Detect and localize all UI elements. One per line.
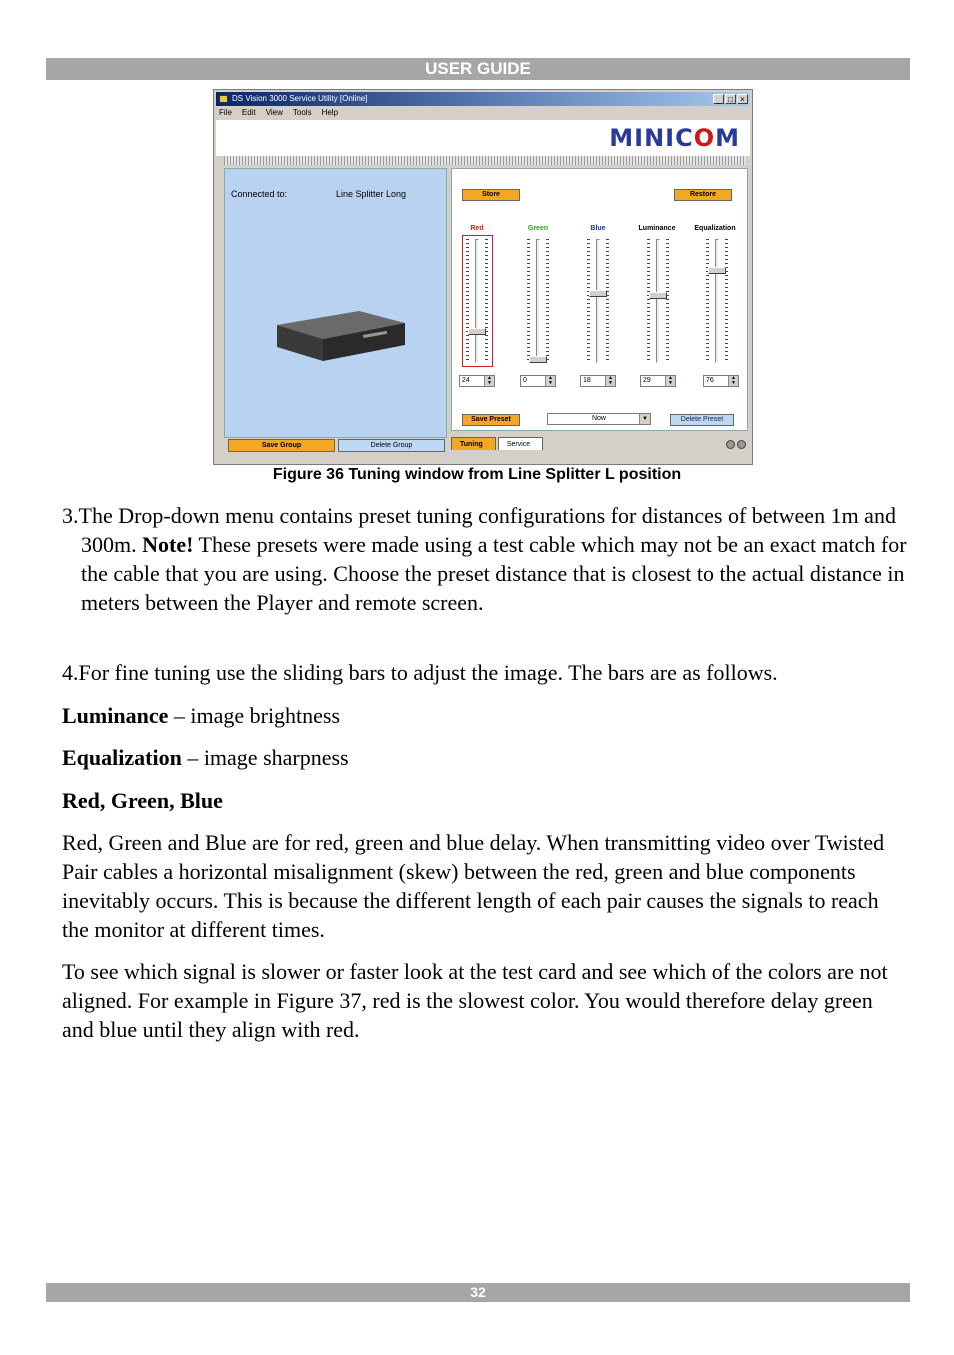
equalization-term: Equalization — [62, 745, 182, 770]
red-value-stepper[interactable]: 24 ▲ ▼ — [459, 375, 495, 387]
connected-label: Connected to: — [231, 189, 288, 199]
slider-label-blue: Blue — [590, 225, 606, 232]
group-buttons — [228, 439, 445, 452]
blue-value-stepper[interactable]: 18 ▲ ▼ — [580, 375, 616, 387]
divider-stripe — [224, 156, 746, 165]
page-number: 32 — [470, 1284, 486, 1300]
menu-bar — [216, 107, 750, 119]
green-slider-thumb[interactable] — [529, 356, 547, 363]
stepper-arrows-icon[interactable]: ▲ ▼ — [728, 376, 738, 386]
stepper-arrows-icon[interactable]: ▲ ▼ — [545, 376, 555, 386]
store-button[interactable]: Store — [462, 189, 520, 201]
close-icon[interactable]: × — [737, 94, 748, 104]
red-slider[interactable] — [462, 239, 492, 363]
connection-panel — [224, 168, 447, 438]
green-value-stepper[interactable]: 0 ▲ ▼ — [520, 375, 556, 387]
window-titlebar — [216, 92, 750, 106]
green-slider[interactable] — [523, 239, 553, 363]
menu-view[interactable]: View — [265, 108, 283, 117]
menu-edit[interactable]: Edit — [241, 108, 256, 117]
slider-label-equalization: Equalization — [694, 225, 736, 232]
rgb-heading: Red, Green, Blue — [62, 788, 223, 813]
rgb-paragraph: Red, Green and Blue are for red, green and blue delay. When transmitting video over Twisted Pair cables a horizontal misalignment (skew) between the red, green and blue components inevitably occurs. This is because the different length of each pair causes the signals to reach the monitor at different times. — [62, 830, 885, 942]
status-indicators — [726, 440, 746, 449]
footer-bar — [46, 1283, 910, 1302]
line-splitter-device-image — [267, 303, 407, 363]
luminance-definition: Luminance – image brightness — [62, 703, 341, 728]
blue-slider-thumb[interactable] — [589, 290, 607, 297]
red-slider-track — [475, 239, 479, 363]
equalization-slider-thumb[interactable] — [708, 267, 726, 274]
chevron-down-icon[interactable]: ▼ — [639, 414, 650, 424]
paragraph-step-4: 4.For fine tuning use the sliding bars to adjust the image. The bars are as follows. — [62, 660, 778, 685]
delete-preset-button[interactable]: Delete Preset — [670, 414, 734, 426]
preset-dropdown[interactable]: Now ▼ — [547, 413, 651, 425]
maximize-icon[interactable]: □ — [725, 94, 736, 104]
stepper-arrows-icon[interactable]: ▲ ▼ — [605, 376, 615, 386]
equalization-value-stepper[interactable]: 76 ▲ ▼ — [703, 375, 739, 387]
tuning-panel — [451, 168, 748, 431]
restore-button[interactable]: Restore — [674, 189, 732, 201]
header-bar — [46, 58, 910, 80]
slider-label-luminance: Luminance — [638, 225, 676, 232]
menu-help[interactable]: Help — [321, 108, 339, 117]
note-label: Note! — [142, 532, 194, 557]
tab-tuning[interactable]: Tuning — [451, 437, 496, 450]
slider-label-green: Green — [527, 225, 549, 232]
connected-value: Line Splitter Long — [336, 189, 407, 199]
logo-area — [216, 120, 750, 156]
luminance-slider-track — [656, 239, 660, 363]
logo-globe-icon: O — [693, 124, 716, 152]
red-slider-thumb[interactable] — [468, 328, 486, 335]
paragraph-step-3: 3.The Drop-down menu contains preset tuning configurations for distances of between 1m and 300m. Note! These presets were made using a test cable which may not be an exact match for the cable that you are using. Choose the preset distance that is closest to the actual distance in meters between the Player and remote screen. — [62, 503, 907, 615]
menu-tools[interactable]: Tools — [292, 108, 312, 117]
equalization-slider-track — [715, 239, 719, 363]
test-card-paragraph: To see which signal is slower or faster look at the test card and see which of the colors are not aligned. For example in Figure 37, red is the slowest color. You would therefore delay green and blue until they align with red. — [62, 959, 888, 1042]
status-dot-icon — [726, 440, 735, 449]
header-title: USER GUIDE — [425, 59, 531, 78]
blue-slider-track — [596, 239, 600, 363]
blue-slider[interactable] — [583, 239, 613, 363]
minimize-icon[interactable]: _ — [713, 94, 724, 104]
luminance-slider[interactable] — [643, 239, 673, 363]
stepper-arrows-icon[interactable]: ▲ ▼ — [484, 376, 494, 386]
luminance-value-stepper[interactable]: 29 ▲ ▼ — [640, 375, 676, 387]
luminance-term: Luminance — [62, 703, 169, 728]
delete-group-button[interactable]: Delete Group — [338, 439, 445, 452]
save-group-button[interactable]: Save Group — [228, 439, 335, 452]
tab-strip — [451, 437, 543, 450]
status-dot-icon — [737, 440, 746, 449]
tab-service[interactable]: Service — [498, 437, 543, 450]
minicom-logo: MINICOM — [609, 124, 740, 152]
luminance-slider-thumb[interactable] — [649, 292, 667, 299]
figure-caption: Figure 36 Tuning window from Line Splitter L position — [272, 466, 682, 483]
stepper-arrows-icon[interactable]: ▲ ▼ — [665, 376, 675, 386]
green-slider-track — [536, 239, 540, 363]
save-preset-button[interactable]: Save Preset — [462, 414, 520, 426]
equalization-definition: Equalization – image sharpness — [62, 745, 349, 770]
window-controls — [713, 94, 748, 104]
app-icon — [219, 95, 228, 103]
menu-file[interactable]: File — [219, 108, 232, 117]
window-title: DS Vision 3000 Service Utility [Online] — [232, 94, 368, 103]
equalization-slider[interactable] — [702, 239, 732, 363]
app-window-screenshot — [213, 89, 753, 465]
slider-label-red: Red — [470, 225, 484, 232]
